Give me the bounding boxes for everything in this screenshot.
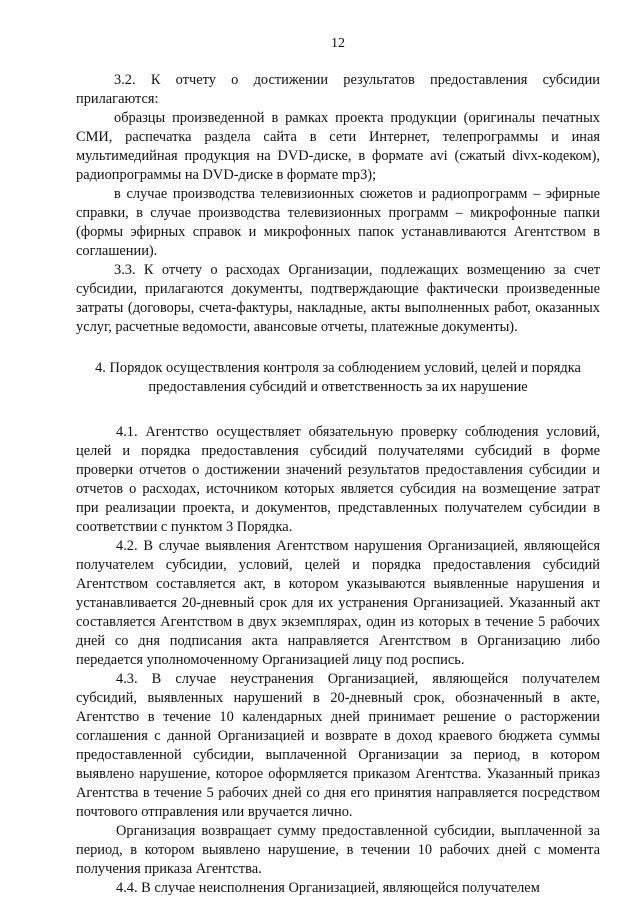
section-4-heading-line-1: 4. Порядок осуществления контроля за соблюдением условий, целей и порядка — [95, 360, 581, 376]
section-4-heading — [76, 359, 600, 397]
paragraph-refund: Организация возвращает сумму предоставленной субсидии, выплаченной за период, в котором выявлено нарушение, в течении 10 рабочих дней с момента получения приказа Агентства. — [76, 823, 600, 877]
section-4-heading-line-2: предоставления субсидий и ответственность за их нарушение — [148, 379, 528, 395]
paragraph-4-3: 4.3. В случае неустранения Организацией, являющейся получателем субсидий, выявленных нарушений в 20-дневный срок, обозначенный в акте, Агентство в течение 10 календарных дней принимает решение о расторжении соглашения с данной Организацией и возврате в доход краевого бюджета суммы предоставленной субсидии, выплаченной Организации за период, в котором выявлено нарушение, которое оформляется приказом Агентства. Указанный приказ Агентства в течение 5 рабочих дней со дня его принятия направляется посредством почтового отправления или вручается лично. — [76, 671, 600, 820]
paragraph-4-2: 4.2. В случае выявления Агентством нарушения Организацией, являющейся получателем субсидии, условий, целей и порядка предоставления субсидий Агентством составляется акт, в котором указываются выявленные нарушения и устанавливается 20-дневный срок для их устранения Организацией. Указанный акт составляется Агентством в двух экземплярах, один из которых в течение 5 рабочих дней со дня подписания акта направляется Агентством в Организацию либо передается уполномоченному Организацией лицу под роспись. — [76, 538, 600, 668]
paragraph-4-1: 4.1. Агентство осуществляет обязательную проверку соблюдения условий, целей и порядка предоставления субсидий получателями субсидий в форме проверки отчетов о достижении значений результатов предоставления субсидии и отчетов о расходах, источником которых является субсидия на возмещение затрат при реализации проекта, и документов, представленных получателем субсидии в соответствии с пунктом 3 Порядка. — [76, 424, 600, 535]
paragraph-3-2: 3.2. К отчету о достижении результатов предоставления субсидии прилагаются: — [76, 72, 600, 107]
paragraph-3-3: 3.3. К отчету о расходах Организации, подлежащих возмещению за счет субсидии, прилагаются документы, подтверждающие фактически произведенные затраты (договоры, счета-фактуры, накладные, акты выполненных работ, оказанных услуг, расчетные ведомости, авансовые отчеты, платежные документы). — [76, 262, 600, 335]
page-number: 12 — [331, 36, 345, 51]
paragraph-4-4: 4.4. В случае неисполнения Организацией, являющейся получателем — [116, 880, 540, 896]
paragraph-broadcast-certificates: в случае производства телевизионных сюжетов и радиопрограмм – эфирные справки, в случае производства телевизионных программ – микрофонные папки (формы эфирных справок и микрофонных папок устанавливаются Агентством в соглашении). — [76, 186, 600, 259]
paragraph-samples: образцы произведенной в рамках проекта продукции (оригиналы печатных СМИ, распечатка раздела сайта в сети Интернет, телепрограммы и иная мультимедийная продукция на DVD-диске, в формате avi (сжатый divx-кодеком), радиопрограммы на DVD-диске в формате mp3); — [76, 110, 600, 183]
